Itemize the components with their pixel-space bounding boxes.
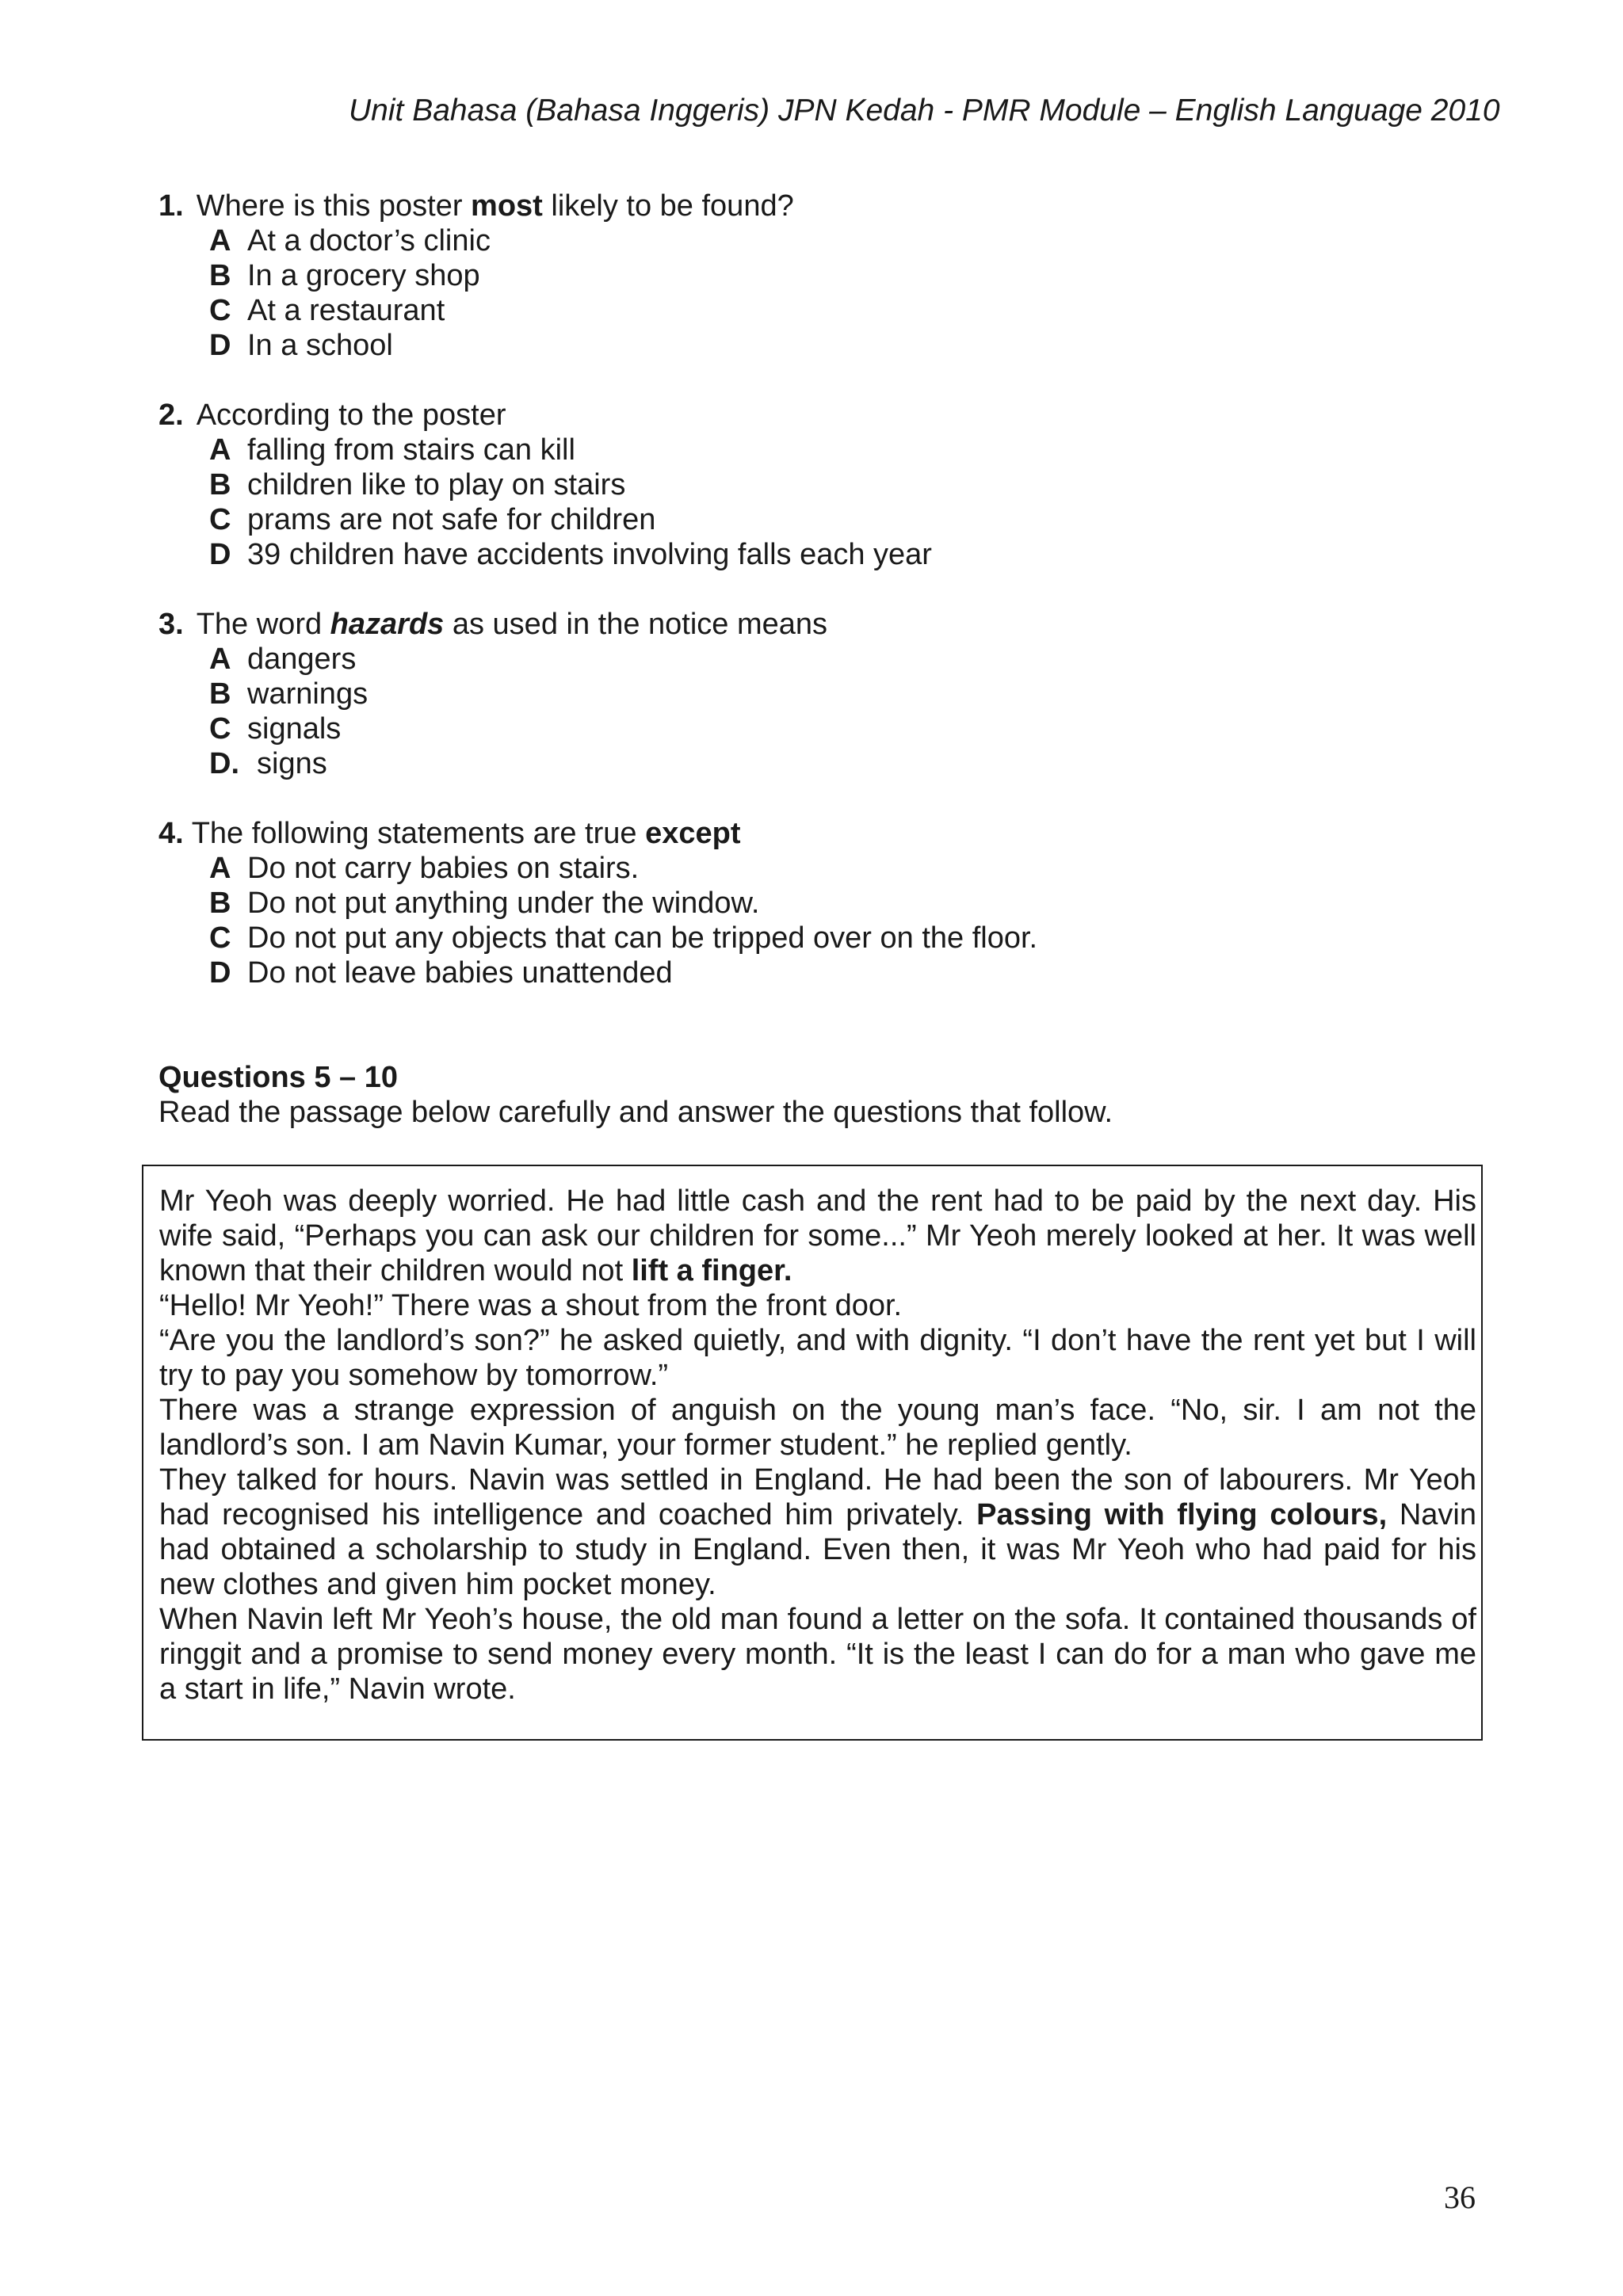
question-1 (158, 189, 1482, 363)
passage-text: They talked for hours. Navin was settled in England. He had been the son of labourers. Mr Yeoh had recognised his intelligence and coached him privately. (159, 1463, 1476, 1531)
stem-text: The following statements are true (191, 817, 646, 850)
question-3 (158, 607, 1482, 781)
option-text: Do not put any objects that can be tripped over on the floor. (247, 921, 1038, 955)
option-letter: C (209, 294, 231, 327)
option-letter: D. (209, 747, 239, 780)
option-d (209, 955, 1482, 990)
option-c (209, 711, 1482, 746)
stem-text: Where is this poster (196, 189, 472, 223)
option-letter: C (209, 712, 231, 746)
option-c (209, 293, 1482, 328)
section-instruction: Read the passage below carefully and answer the questions that follow. (158, 1096, 1113, 1129)
option-letter: D (209, 956, 231, 990)
option-text: Do not leave babies unattended (247, 956, 673, 990)
passage-emphasis: lift a finger. (631, 1254, 792, 1287)
option-d (209, 537, 1482, 572)
question-number: 4. (158, 817, 184, 850)
page-header: Unit Bahasa (Bahasa Inggeris) JPN Kedah - PMR Module – English Language 2010 (349, 93, 1500, 128)
option-c (209, 921, 1482, 955)
question-number: 3. (158, 608, 184, 641)
passage-text: Navin had obtained a scholarship to study in England. Even then, it was Mr Yeoh who had paid for his new clothes and given him pocket money. (159, 1498, 1476, 1601)
passage-paragraph (159, 1184, 1476, 1288)
option-d (209, 328, 1482, 363)
passage-paragraph: When Navin left Mr Yeoh’s house, the old man found a letter on the sofa. It contained thousands of ringgit and a promise to send money every month. “It is the least I can do for a man who gave me a start in life,” Navin wrote. (159, 1603, 1476, 1706)
option-a (209, 223, 1482, 258)
option-text: 39 children have accidents involving falls each year (247, 538, 932, 571)
passage-paragraph (159, 1463, 1476, 1602)
option-letter: B (209, 887, 231, 920)
section-questions-5-10 (158, 1060, 1482, 1130)
option-text: warnings (247, 677, 369, 711)
option-b (209, 467, 1482, 502)
stem-text: likely to be found? (542, 189, 794, 223)
passage-text: Mr Yeoh was deeply worried. He had little cash and the rent had to be paid by the next day. His wife said, “Perhaps you can ask our children for some...” Mr Yeoh merely looked at her. It was well known that their children would not (159, 1184, 1476, 1287)
option-text: Do not carry babies on stairs. (247, 852, 640, 885)
stem-text: The word (196, 608, 330, 641)
option-a (209, 851, 1482, 886)
question-stem (158, 607, 1482, 642)
questions-area (158, 189, 1482, 1130)
option-letter: A (209, 643, 231, 676)
option-b (209, 886, 1482, 921)
stem-emphasis: most (471, 189, 543, 223)
question-stem (158, 398, 1482, 433)
option-text: signals (247, 712, 342, 746)
option-text: prams are not safe for children (247, 503, 656, 536)
option-b (209, 258, 1482, 293)
option-text: At a restaurant (247, 294, 445, 327)
option-letter: D (209, 329, 231, 362)
option-b (209, 677, 1482, 711)
option-text: In a grocery shop (247, 259, 480, 292)
stem-emphasis: hazards (330, 608, 445, 641)
reading-passage-box (142, 1165, 1483, 1741)
option-letter: B (209, 259, 231, 292)
option-c (209, 502, 1482, 537)
passage-paragraph: “Are you the landlord’s son?” he asked quietly, and with dignity. “I don’t have the rent yet but I will try to pay you somehow by tomorrow.” (159, 1324, 1476, 1392)
question-text (197, 607, 827, 642)
option-letter: C (209, 503, 231, 536)
option-letter: B (209, 677, 231, 711)
option-text: At a doctor’s clinic (247, 224, 491, 257)
question-number: 1. (158, 189, 184, 223)
option-a (209, 433, 1482, 467)
page-number: 36 (1444, 2180, 1476, 2215)
section-title: Questions 5 – 10 (158, 1061, 399, 1094)
option-letter: B (209, 468, 231, 502)
question-text: According to the poster (196, 399, 506, 432)
option-text: falling from stairs can kill (247, 433, 575, 467)
question-stem (158, 816, 1482, 851)
option-text: In a school (247, 329, 393, 362)
stem-text: as used in the notice means (444, 608, 828, 641)
option-letter: A (209, 433, 231, 467)
option-a (209, 642, 1482, 677)
option-letter: A (209, 224, 231, 257)
option-letter: D (209, 538, 231, 571)
option-letter: A (209, 852, 231, 885)
option-d (209, 746, 1482, 781)
question-stem (158, 189, 1482, 223)
option-text: dangers (247, 643, 357, 676)
question-2 (158, 398, 1482, 572)
question-4 (158, 816, 1482, 990)
question-text (192, 816, 741, 851)
question-number: 2. (158, 399, 184, 432)
question-text (197, 189, 794, 223)
option-letter: C (209, 921, 231, 955)
passage-paragraph: “Hello! Mr Yeoh!” There was a shout from the front door. (159, 1289, 903, 1322)
passage-paragraph: There was a strange expression of anguish on the young man’s face. “No, sir. I am not the landlord’s son. I am Navin Kumar, your former student.” he replied gently. (159, 1394, 1476, 1462)
option-text: Do not put anything under the window. (247, 887, 760, 920)
option-text: signs (257, 747, 327, 780)
passage-emphasis: Passing with flying colours, (976, 1498, 1388, 1531)
stem-emphasis: except (645, 817, 741, 850)
option-text: children like to play on stairs (247, 468, 626, 502)
